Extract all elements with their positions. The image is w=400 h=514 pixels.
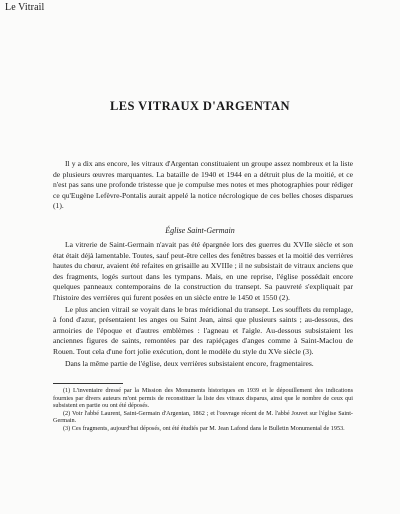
- running-header: Le Vitrail: [5, 2, 45, 13]
- footnote: (3) Ces fragments, aujourd'hui déposés, ont été étudiés par M. Jean Lafond dans le Bulletin Monumental de 1953.: [63, 424, 345, 432]
- article-title: LES VITRAUX D'ARGENTAN: [110, 99, 290, 113]
- footnote: (2) Voir l'abbé Laurent, Saint-Germain d'Argentan, 1862 ; et l'ouvrage récent de M. l'abbé Jouvet sur l'église Saint-Germain.: [53, 409, 353, 425]
- body-paragraph: La vitrerie de Saint-Germain n'avait pas été épargnée lors des guerres du XVIIe siècle et son état était déjà lamentable. Toutes, sauf peut-être celles des fenêtres basses et la moitié des verrières hautes du chœur, avaient été refaites en grisaille au XVIIIe ; il ne subsistait de vitraux anciens que des fragments, logés surtout dans les tympans. Mais, en une reprise, l'église possédait encore quelques panneaux contemporains de la construction du transept. Sa pauvreté s'expliquait par l'histoire des verrières qui furent posées en un siècle entre le 1450 et 1550 (2).: [53, 240, 353, 302]
- body-paragraph: Dans la même partie de l'église, deux verrières subsistaient encore, fragmentaires.: [65, 358, 314, 368]
- footnote-divider: [53, 383, 123, 384]
- main-text: [53, 240, 353, 369]
- intro-text: [53, 159, 353, 212]
- body-paragraph: Le plus ancien vitrail se voyait dans le bras méridional du transept. Les soufflets du remplage, à fond d'azur, présentaient les anges ou Saint Jean, ainsi que plusieurs saints ; au-dessous, des armoiries de l'époque et d'autres emblèmes : l'agneau et l'aigle. Au-dessous subsistaient les anciennes figures de saints, remontées par des rapiéçages d'anges comme à Saint-Maclou de Rouen. Tout cela d'une fort jolie exécution, dont le modèle du style du XVe siècle (3).: [53, 304, 353, 356]
- footnote: (1) L'inventaire dressé par la Mission des Monuments historiques en 1939 et le dépouillement des indications fournies par divers auteurs m'ont permis de reconstituer la liste des vitraux disparus, ainsi que le nombre de ceux qui subsistent en partie ou ont été déposés.: [53, 387, 353, 410]
- footnotes: [53, 387, 353, 433]
- intro-paragraph: Il y a dix ans encore, les vitraux d'Argentan constituaient un groupe assez nombreux et la liste de plusieurs œuvres marquantes. La bataille de 1940 et 1944 en a détruit plus de la moitié, et ce n'est pas sans une profonde tristesse que je compulse mes notes et mes photographies pour rédiger ce qu'Eugène Lefèvre-Pontalis aurait appelé la notice nécrologique de ces belles choses disparues (1).: [53, 159, 353, 211]
- section-heading: Église Saint-Germain: [165, 226, 235, 235]
